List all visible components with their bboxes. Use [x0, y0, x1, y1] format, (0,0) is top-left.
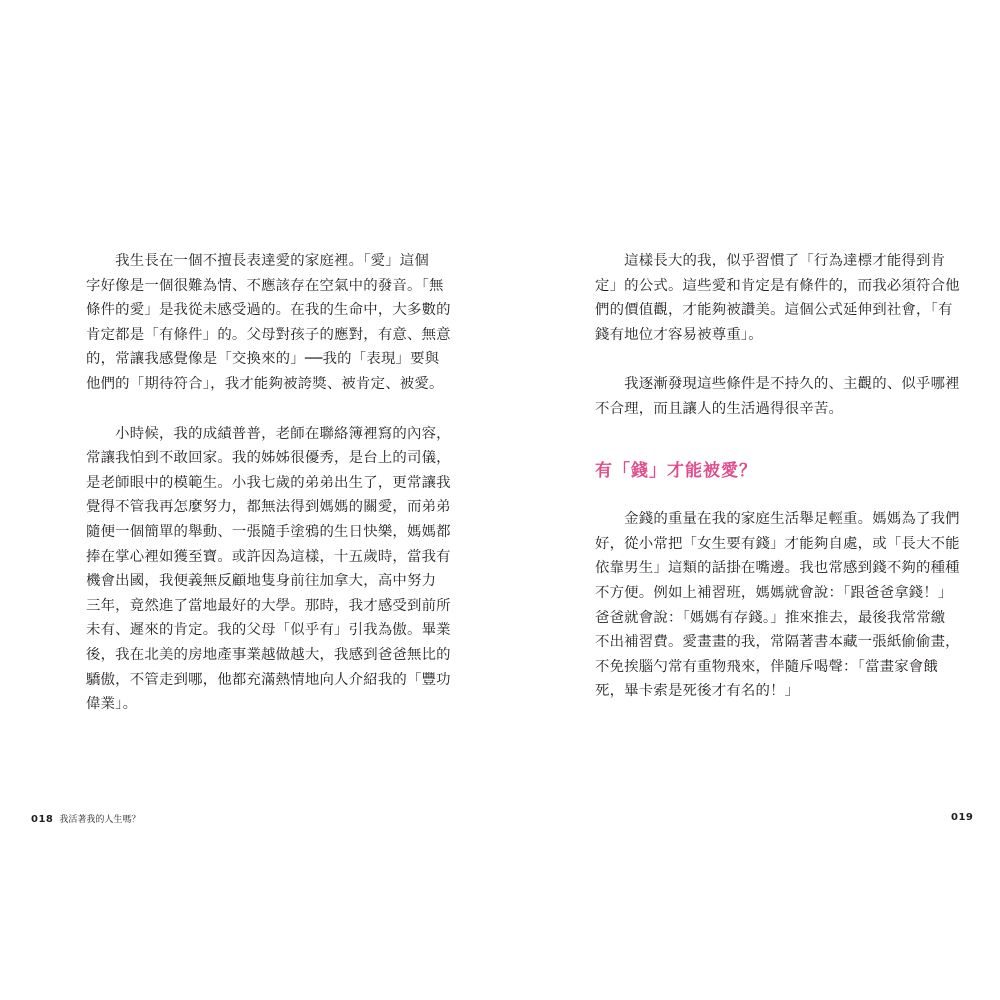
page-number: 019 [951, 812, 974, 823]
left-page-footer [31, 812, 140, 825]
text-line: 偉業」。 [86, 696, 138, 713]
text-line: 字好像是一個很難為情、不應該存在空氣中的發音。「無 [86, 277, 444, 294]
right-page-footer [951, 812, 979, 823]
paragraph-spacer [595, 347, 925, 372]
text-line: 我逐漸發現這些條件是不持久的、主觀的、似乎哪裡 [595, 376, 960, 393]
paragraph [595, 249, 960, 347]
text-line: 這樣長大的我，似乎習慣了「行為達標才能得到肯 [595, 253, 946, 269]
text-line: 不合理，而且讓人的生活過得很辛苦。 [595, 400, 844, 417]
paragraph [595, 507, 960, 704]
page-number: 018 [31, 814, 54, 825]
text-line: 驕傲，不管走到哪，他都充滿熱情地向人介紹我的「豐功 [86, 671, 451, 688]
text-line: 不出補習費。愛畫畫的我，常隔著書本藏一張紙偷偷畫， [595, 634, 960, 651]
text-line: 三年，竟然進了當地最好的大學。那時，我才感受到前所 [86, 597, 451, 614]
text-line: 捧在掌心裡如獲至寶。或許因為這樣，十五歲時，當我有 [86, 548, 451, 565]
text-line: 未有、遲來的肯定。我的父母「似乎有」引我為傲。畢業 [86, 622, 451, 639]
paragraph [86, 249, 451, 397]
text-line: 肯定都是「有條件」的。父母對孩子的應對，有意、無意 [86, 326, 451, 343]
text-line: 好，從小常把「女生要有錢」才能夠自處，或「長大不能 [595, 535, 960, 552]
text-line: 是老師眼中的模範生。小我七歲的弟弟出生了，更常讓我 [86, 474, 451, 491]
right-page-body [595, 249, 960, 704]
heading-spacer [595, 483, 925, 507]
text-line: 隨便一個簡單的舉動、一張隨手塗鴉的生日快樂，媽媽都 [86, 523, 451, 540]
text-line: 覺得不管我再怎麼努力，都無法得到媽媽的關愛，而弟弟 [86, 499, 451, 516]
text-line: 不免挨腦勺常有重物飛來，伴隨斥喝聲：「當畫家會餓 [595, 658, 938, 675]
text-line: 錢有地位才容易被尊重」。 [595, 326, 763, 343]
text-line: 爸爸就會說：「媽媽有存錢。」推來推去，最後我常常繳 [595, 609, 946, 626]
text-line: 們的價值觀，才能夠被讚美。這個公式延伸到社會，「有 [595, 302, 953, 319]
text-line: 條件的愛」是我從未感受過的。在我的生命中，大多數的 [86, 302, 451, 319]
text-line: 常讓我怕到不敢回家。我的姊姊很優秀，是台上的司儀， [86, 450, 451, 467]
text-line: 我生長在一個不擅長表達愛的家庭裡。「愛」這個 [86, 253, 429, 269]
left-page-body [86, 249, 451, 717]
running-title: 我活著我的人生嗎？ [59, 815, 141, 825]
text-line: 小時候，我的成績普普，老師在聯絡簿裡寫的內容， [86, 425, 451, 442]
text-line: 金錢的重量在我的家庭生活舉足輕重。媽媽為了我們 [595, 511, 960, 528]
text-line: 他們的「期待符合」，我才能夠被誇獎、被肯定、被愛。 [86, 375, 444, 392]
text-line: 機會出國，我便義無反顧地隻身前往加拿大，高中努力 [86, 573, 437, 590]
paragraph [86, 422, 451, 717]
text-line: 定」的公式。這些愛和肯定是有條件的，而我必須符合他 [595, 277, 960, 294]
text-line: 依靠男生」這類的話掛在嘴邊。我也常感到錢不夠的種種 [595, 560, 960, 577]
text-line: 死，畢卡索是死後才有名的！」 [595, 683, 800, 700]
heading-spacer [595, 422, 925, 459]
text-line: 後，我在北美的房地產事業越做越大，我感到爸爸無比的 [86, 646, 451, 663]
paragraph-spacer [86, 397, 416, 422]
section-heading: 有「錢」才能被愛？ [595, 460, 757, 481]
text-line: 不方便。例如上補習班，媽媽就會說：「跟爸爸拿錢！」 [595, 584, 953, 601]
paragraph [595, 372, 960, 421]
text-line: 的，常讓我感覺像是「交換來的」──我的「表現」要與 [86, 351, 440, 368]
